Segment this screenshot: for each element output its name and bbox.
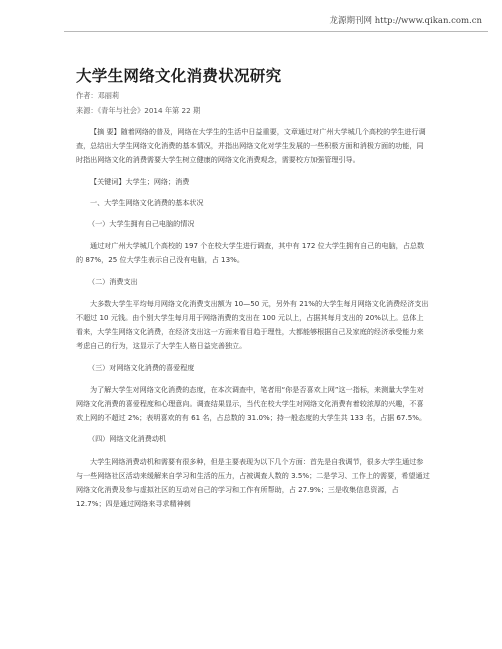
article-author: 作者：邓丽莉: [76, 91, 120, 100]
subsection-heading-2: （二）消费支出: [88, 276, 138, 286]
subsection-heading-3: （三）对网络文化消费的喜爱程度: [88, 362, 195, 372]
paragraph-2: 大多数大学生平均每月网络文化消费支出额为 10—50 元，另外有 21%的大学生每月网络文化消费经济支出不超过 10 元钱。由个别大学生每月用于网络消费的支出在 100 元以上，占据其每月支出的 20%以上。总体上看来，大学生网络文化消费，在经济支出这一方面来看目趋于理性，大都能够根据自己及家庭的经济承受能力来考虑自己的行为，这显示了大学生人格日益完善独立。: [76, 298, 429, 351]
section-heading-1: 一、大学生网络文化消费的基本状况: [90, 197, 204, 207]
keywords: 【关键词】大学生；网络；消费: [90, 176, 190, 186]
abstract: 【摘 要】随着网络的普及，网络在大学生的生活中日益重要，文章通过对广州大学城几个高校的学生进行调查，总结出大学生网络文化消费的基本情况，并指出网络文化对学生发展的一些积极方面和消极方面的功能，同时指出网络文化的消费需要大学生树立健康的网络文化消费观念，需要校方加强管理引导。: [76, 127, 426, 165]
paragraph-4: 大学生网络消费动机和需要有很多种，但是主要表现为以下几个方面：首先是自我调节，很多大学生通过参与一些网络社区活动来缓解来自学习和生活的压力，占被调查人数的 3.5%；二是学习、工作上的需要，希望通过网络文化消费及参与虚拟社区的互动对自己的学习和工作有所帮助，占 27.9%；三是收集信息资源，占 12.7%；四是通过网络来寻求精神刺: [76, 456, 430, 509]
article-body: [76, 125, 430, 518]
page-header-source: 龙源期刊网 http://www.qikan.com.cn: [329, 16, 482, 26]
paragraph-1: 通过对广州大学城几个高校的 197 个在校大学生进行调查，其中有 172 位大学生拥有自己的电脑，占总数的 87%，25 位大学生表示自己没有电脑，占 13%。: [76, 241, 425, 265]
header-divider: [64, 31, 488, 32]
article-source: 来源：《青年与社会》2014 年第 22 期: [76, 106, 201, 115]
paragraph-3: 为了解大学生对网络文化消费的态度，在本次调查中，笔者用“你是否喜欢上网”这一指标，来测量大学生对网络文化消费的喜爱程度和心理意向。调查结果显示，当代在校大学生对网络文化消费有着较浓厚的兴趣，不喜欢上网的不超过 2%；表明喜欢的有 61 名，占总数的 31.0%；持一般态度的大学生共 133 名，占据 67.5%。: [76, 384, 427, 423]
article-title: 大学生网络文化消费状况研究: [76, 67, 282, 85]
subsection-heading-1: （一）大学生拥有自己电脑的情况: [88, 219, 195, 229]
subsection-heading-4: （四）网络文化消费动机: [88, 434, 167, 444]
